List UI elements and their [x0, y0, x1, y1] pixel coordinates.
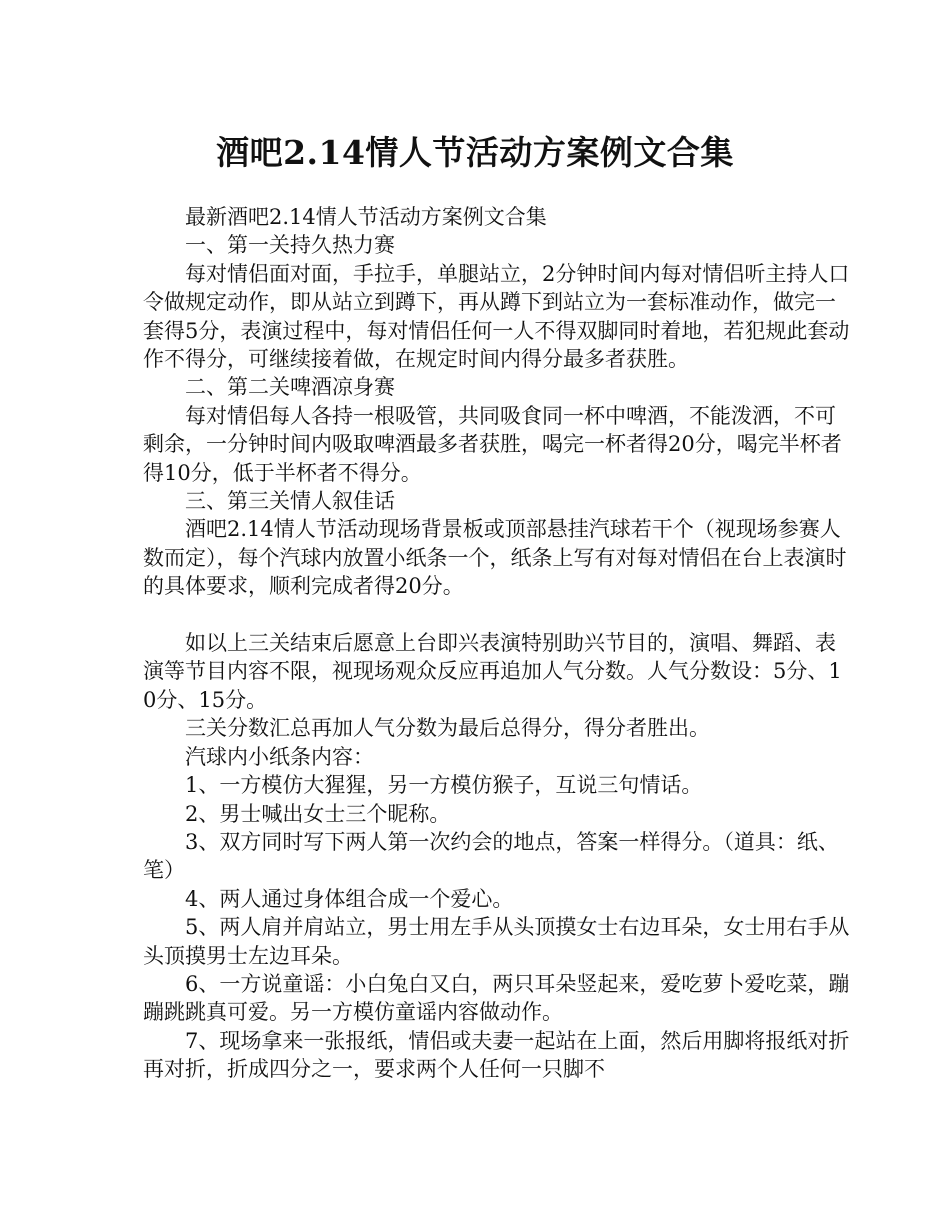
list-item-3: 3、双方同时写下两人第一次约会的地点，答案一样得分。（道具：纸、笔） — [143, 829, 839, 883]
list-heading: 汽球内小纸条内容： — [185, 744, 374, 769]
blank-line — [143, 601, 855, 629]
list-item-5: 5、两人肩并肩站立，男士用左手从头顶摸女士右边耳朵，女士用右手从头顶摸男士左边耳朵。 — [143, 915, 850, 968]
paragraph-bonus: 如以上三关结束后愿意上台即兴表演特别助兴节目的，演唱、舞蹈、表演等节目内容不限，视现场观众反应再追加人气分数。人气分数设：5分、10分、15分。 — [143, 631, 842, 712]
document-body — [143, 203, 855, 1084]
document-title: 酒吧2.14情人节活动方案例文合集 — [216, 133, 734, 172]
paragraph-subtitle: 最新酒吧2.14情人节活动方案例文合集 — [185, 205, 547, 229]
list-item-4: 4、两人通过身体组合成一个爱心。 — [185, 886, 514, 911]
list-item-6: 6、一方说童谣：小白兔白又白，两只耳朵竖起来，爱吃萝卜爱吃菜，蹦蹦跳跳真可爱。另一方模仿童谣内容做动作。 — [143, 971, 850, 1025]
section-heading-1: 一、第一关持久热力赛 — [185, 233, 395, 258]
list-item-1: 1、一方模仿大猩猩，另一方模仿猴子，互说三句情话。 — [185, 773, 703, 798]
paragraph-total: 三关分数汇总再加人气分数为最后总得分，得分者胜出。 — [185, 716, 710, 741]
paragraph-section-1: 每对情侣面对面，手拉手，单腿站立，2分钟时间内每对情侣听主持人口令做规定动作，即从站立到蹲下，再从蹲下到站立为一套标准动作，做完一套得5分，表演过程中，每对情侣任何一人不得双脚同时着地，若犯规此套动作不得分，可继续接着做，在规定时间内得分最多者获胜。 — [143, 261, 850, 372]
section-heading-2: 二、第二关啤酒凉身赛 — [185, 375, 395, 400]
list-item-7: 7、现场拿来一张报纸，情侣或夫妻一起站在上面，然后用脚将报纸对折再对折，折成四分之一，要求两个人任何一只脚不 — [143, 1028, 850, 1082]
paragraph-section-3: 酒吧2.14情人节活动现场背景板或顶部悬挂汽球若干个（视现场参赛人数而定），每个汽球内放置小纸条一个，纸条上写有对每对情侣在台上表演时的具体要求，顺利完成者得20分。 — [143, 517, 847, 599]
list-item-2: 2、男士喊出女士三个昵称。 — [185, 801, 451, 826]
section-heading-3: 三、第三关情人叙佳话 — [185, 489, 395, 514]
paragraph-section-2: 每对情侣每人各持一根吸管，共同吸食同一杯中啤酒，不能泼洒，不可剩余，一分钟时间内吸取啤酒最多者获胜，喝完一杯者得20分，喝完半杯者得10分，低于半杯者不得分。 — [143, 403, 842, 485]
